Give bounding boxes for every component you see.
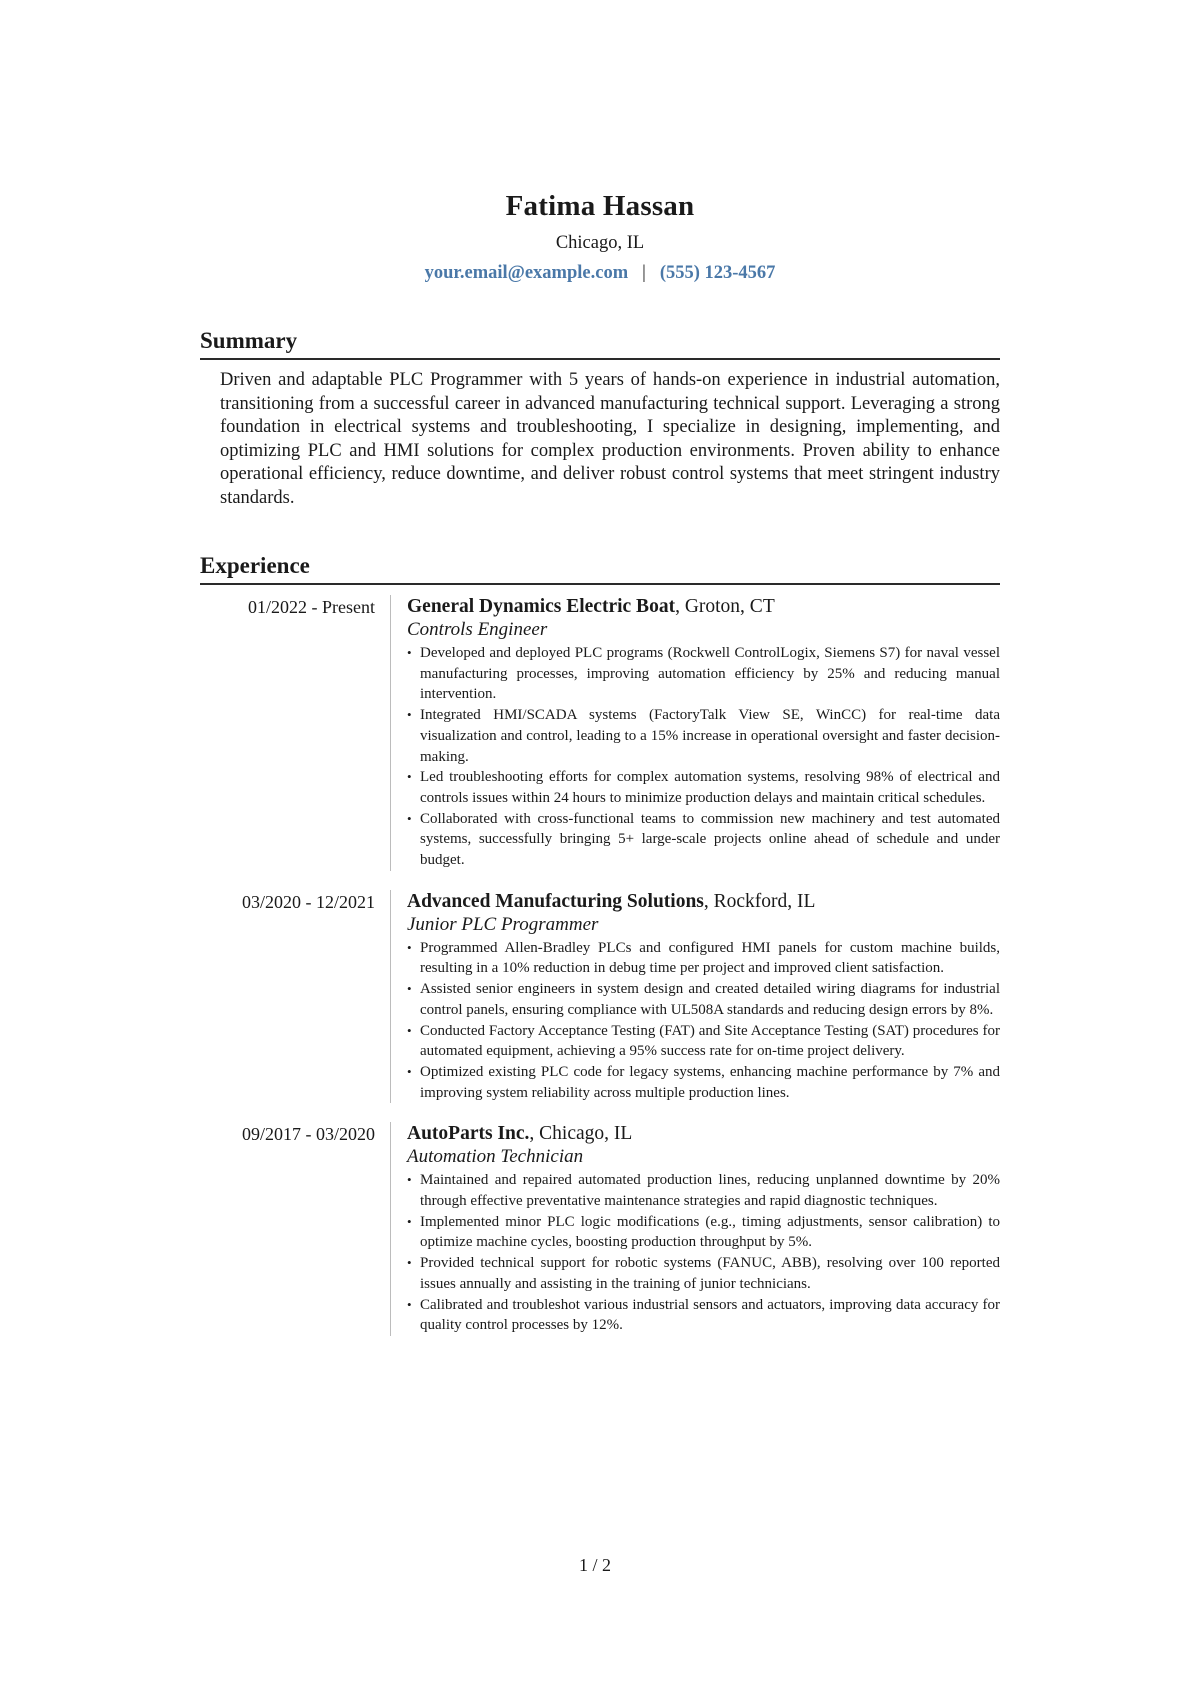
job-details (390, 890, 1000, 1104)
job-title: Junior PLC Programmer (407, 913, 599, 935)
company-location: , Chicago, IL (529, 1123, 633, 1145)
phone-link[interactable]: (555) 123-4567 (659, 263, 776, 283)
job-title: Controls Engineer (407, 619, 548, 640)
job-bullet: • Collaborated with cross-functional teams to commission new machinery and test automated systems, successfully bringing 5+ large-scale projects online ahead of schedule and under budget. (407, 809, 1000, 871)
job-header (407, 890, 1000, 913)
job-bullet: • Maintained and repaired automated production lines, reducing unplanned downtime by 20% through effective preventative maintenance strategies and rapid diagnostic techniques. (407, 1170, 1000, 1211)
job-bullet: • Developed and deployed PLC programs (Rockwell ControlLogix, Siemens S7) for naval vessel manufacturing processes, improving automation efficiency by 25% and reducing manual intervention. (407, 643, 1000, 705)
company-name: General Dynamics Electric Boat (407, 596, 676, 617)
job-bullets (407, 1170, 1000, 1336)
company-location: , Groton, CT (675, 596, 775, 617)
job-bullet: • Programmed Allen-Bradley PLCs and configured HMI panels for custom machine builds, resulting in a 10% reduction in debug time per project and improved client satisfaction. (407, 938, 1000, 979)
job-title: Automation Technician (407, 1146, 584, 1168)
summary-text: Driven and adaptable PLC Programmer with 5 years of hands-on experience in industrial automation, transitioning from a successful career in advanced manufacturing technical support. Leveraging a strong foundation in electrical systems and troubleshooting, I specialize in designing, implementing, and optimizing PLC and HMI solutions for complex production environments. Proven ability to enhance operational efficiency, reduce downtime, and deliver robust control systems that meet stringent industry standards. (220, 370, 1000, 508)
company-name: AutoParts Inc. (407, 1123, 530, 1145)
job-header (407, 595, 1000, 618)
job-header (407, 1122, 1000, 1145)
candidate-name: Fatima Hassan (505, 190, 695, 222)
contact-separator: | (642, 263, 646, 283)
experience-heading: Experience (200, 553, 1000, 585)
experience-section (200, 553, 1000, 1336)
job-bullets (407, 643, 1000, 871)
job-dates: 01/2022 - Present (248, 597, 375, 617)
email-link[interactable]: your.email@example.com (424, 263, 629, 283)
job-bullet: • Provided technical support for robotic systems (FANUC, ABB), resolving over 100 reported issues annually and assisting in the training of junior technicians. (407, 1253, 1000, 1294)
job-details (390, 1122, 1000, 1336)
job-bullet: • Integrated HMI/SCADA systems (FactoryTalk View SE, WinCC) for real-time data visualization and control, leading to a 15% increase in operational oversight and faster decision-making. (407, 705, 1000, 767)
job-bullet: • Calibrated and troubleshot various industrial sensors and actuators, improving data accuracy for quality control processes by 12%. (407, 1295, 1000, 1336)
job-entry (200, 595, 1000, 871)
company-location: , Rockford, IL (703, 890, 816, 912)
job-entry (200, 1122, 1000, 1336)
job-dates: 09/2017 - 03/2020 (242, 1124, 375, 1145)
job-bullet: • Led troubleshooting efforts for complex automation systems, resolving 98% of electrical and controls issues within 24 hours to minimize production delays and maintain critical schedules. (407, 767, 1000, 808)
job-bullets (407, 938, 1000, 1104)
summary-section (200, 328, 1000, 510)
job-bullet: • Conducted Factory Acceptance Testing (FAT) and Site Acceptance Testing (SAT) procedures for automated equipment, achieving a 95% success rate for on-time project delivery. (407, 1021, 1000, 1062)
resume-header (200, 190, 1000, 284)
contact-line (200, 263, 1000, 284)
summary-heading: Summary (200, 328, 1000, 360)
job-bullet: • Implemented minor PLC logic modifications (e.g., timing adjustments, sensor calibration) to optimize machine cycles, boosting production throughput by 5%. (407, 1212, 1000, 1253)
job-details (390, 595, 1000, 871)
job-dates: 03/2020 - 12/2021 (242, 891, 375, 912)
job-entry (200, 890, 1000, 1104)
candidate-location: Chicago, IL (555, 233, 645, 253)
job-bullet: • Assisted senior engineers in system design and created detailed wiring diagrams for industrial control panels, ensuring compliance with UL508A standards and reducing design errors by 8%. (407, 979, 1000, 1020)
page-number: 1 / 2 (578, 1555, 611, 1575)
resume-page (200, 0, 1000, 1336)
company-name: Advanced Manufacturing Solutions (407, 890, 704, 912)
job-bullet: • Optimized existing PLC code for legacy systems, enhancing machine performance by 7% and improving system reliability across multiple production lines. (407, 1062, 1000, 1103)
